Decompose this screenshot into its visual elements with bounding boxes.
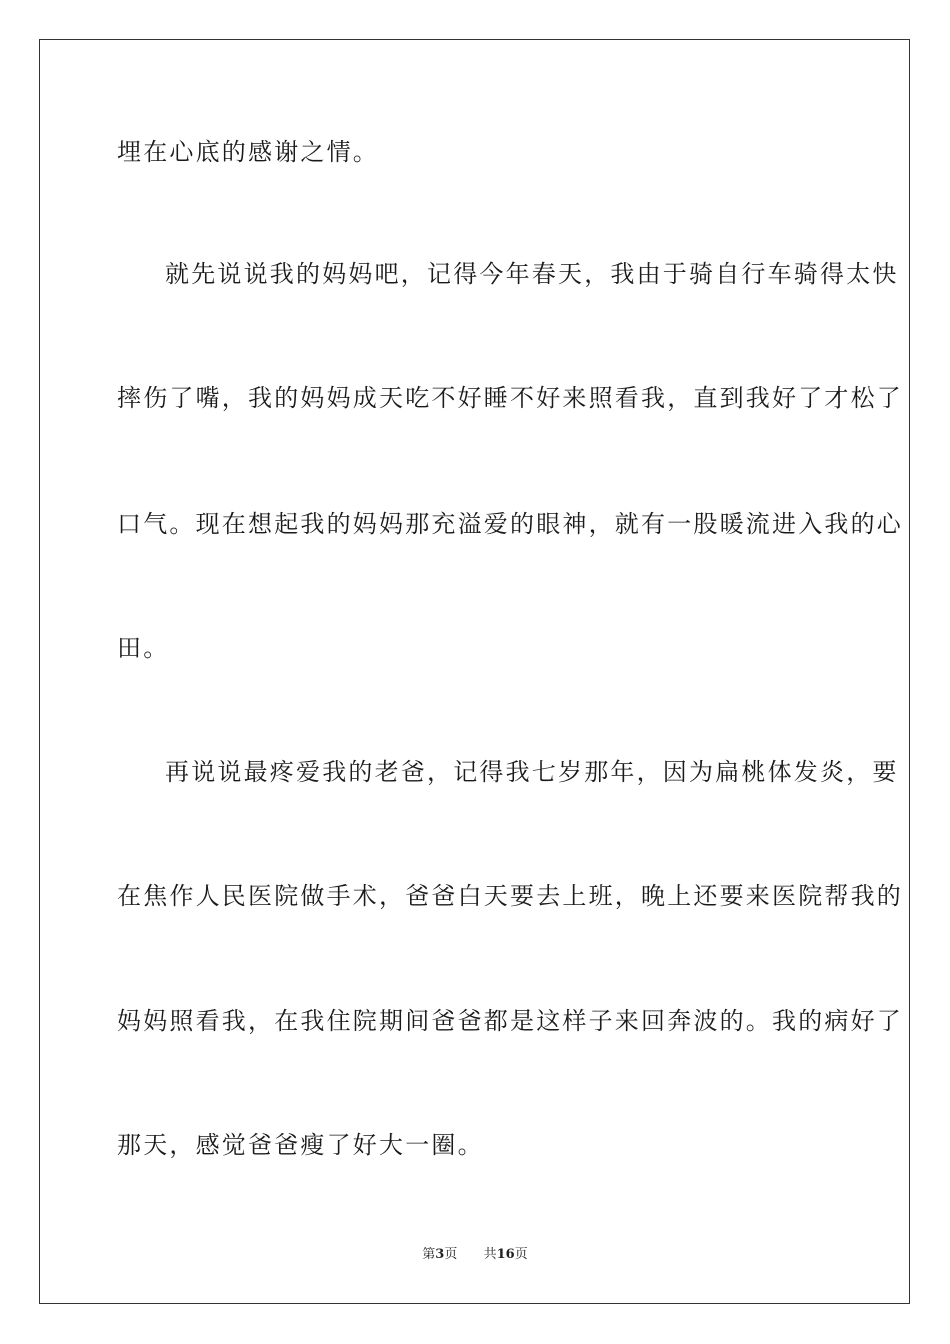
text-line-1: 埋在心底的感谢之情。 (117, 138, 379, 166)
total-suffix: 页 (514, 1247, 528, 1262)
text-line-4: 口气。现在想起我的妈妈那充溢爱的眼神，就有一股暖流进入我的心 (117, 510, 903, 538)
page-footer (0, 1247, 950, 1263)
text-line-2: 就先说说我的妈妈吧，记得今年春天，我由于骑自行车骑得太快 (165, 260, 899, 288)
text-line-8: 妈妈照看我，在我住院期间爸爸都是这样子来回奔波的。我的病好了 (117, 1007, 903, 1035)
text-line-7: 在焦作人民医院做手术，爸爸白天要去上班，晚上还要来医院帮我的 (117, 882, 903, 910)
text-line-9: 那天，感觉爸爸瘦了好大一圈。 (117, 1131, 484, 1159)
page-number-label (422, 1247, 457, 1263)
page-prefix: 第 (422, 1247, 436, 1262)
text-line-5: 田。 (117, 634, 170, 662)
total-pages: 16 (496, 1247, 515, 1262)
text-line-6: 再说说最疼爱我的老爸，记得我七岁那年，因为扁桃体发炎，要 (165, 758, 899, 786)
text-line-3: 摔伤了嘴，我的妈妈成天吃不好睡不好来照看我，直到我好了才松了 (117, 384, 903, 412)
page-suffix: 页 (444, 1247, 458, 1262)
total-pages-label (484, 1247, 528, 1263)
page-number: 3 (435, 1247, 445, 1262)
total-prefix: 共 (483, 1247, 497, 1262)
page-border (39, 39, 910, 1304)
